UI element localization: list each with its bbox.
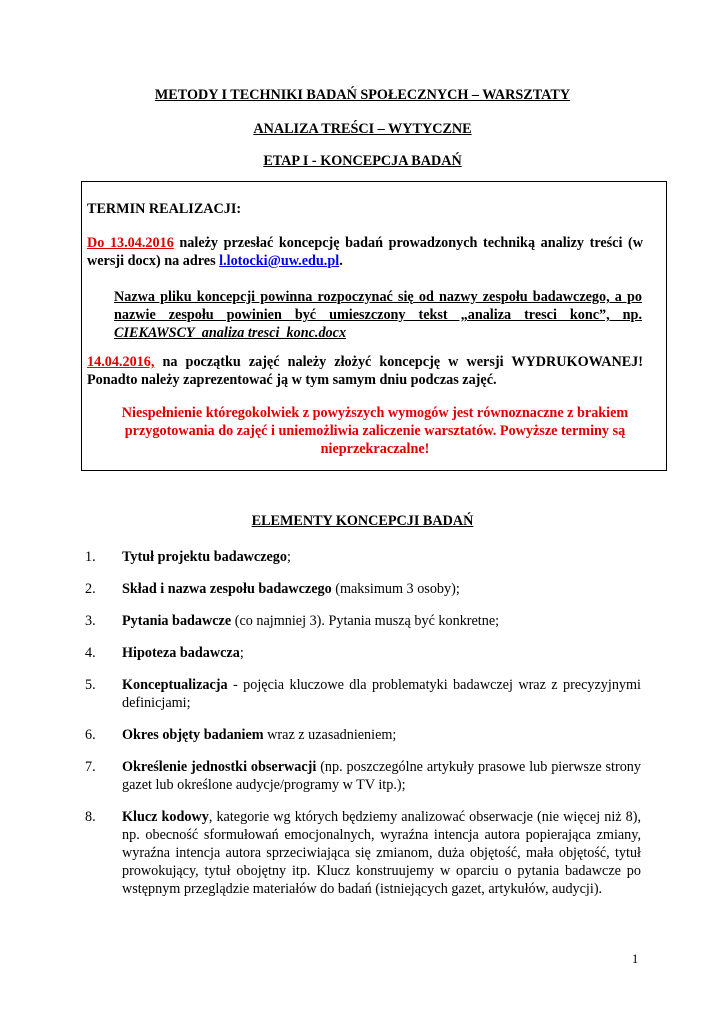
item-number: 6. [85,727,96,743]
deadline-heading: TERMIN REALIZACJI: [87,201,242,217]
item-text: , kategorie wg których będziemy analizować obserwacje (nie więcej niż 8), np. obecność sformułowań emocjonalnych, wyraźna intencja autora popierająca zmiany, wyraźna intencja autora sprzeciwiająca się zmianom, duża objętość, mała objętość, tytuł prowokujący, tytuł obojętny itp. Klucz konstruujemy w oparciu o pytania badawcze po wstępnym przeglądzie materiałów do badań (istniejących gazet, artykułów, audycji). [122,809,641,897]
item-text: (np. poszczególne artykuły prasowe lub pierwsze strony gazet lub określone audycje/programy w TV itp.); [122,759,641,793]
email-link[interactable]: l.lotocki@uw.edu.pl [219,253,340,269]
document-subtitle: ANALIZA TREŚCI – WYTYCZNE [253,121,472,137]
item-text: ; [287,549,291,565]
filename-example: CIEKAWSCY_analiza tresci_konc.docx [114,325,347,341]
item-number: 8. [85,809,96,825]
item-text: - pojęcia kluczowe dla problematyki badawczej wraz z precyzyjnymi definicjami; [122,677,641,711]
item-title: Okres objęty badaniem [122,727,264,743]
printed-date: 14.04.2016, [87,354,155,370]
item-number: 3. [85,613,96,629]
item-number: 5. [85,677,96,693]
list-item [85,548,641,566]
document-title: METODY I TECHNIKI BADAŃ SPOŁECZNYCH – WARSZTATY [154,87,571,103]
item-title: Klucz kodowy [122,809,209,825]
elements-list [85,548,641,912]
list-item [85,676,641,712]
item-text: (co najmniej 3). Pytania muszą być konkretne; [231,613,500,629]
item-title: Konceptualizacja [122,677,228,693]
item-number: 4. [85,645,96,661]
list-item [85,726,641,744]
item-title: Hipoteza badawcza [122,645,240,661]
submission-paragraph [87,234,643,270]
printed-text: na początku zajęć należy złożyć koncepcję w wersji WYDRUKOWANEJ! Ponadto należy zaprezentować ją w tym samym dniu podczas zajęć. [87,354,643,388]
list-item [85,758,641,794]
list-item [85,580,641,598]
elements-heading: ELEMENTY KONCEPCJI BADAŃ [251,513,474,529]
warning-text: Niespełnienie któregokolwiek z powyższych wymogów jest równoznaczne z brakiem przygotowania do zajęć i uniemożliwia zaliczenie warsztatów. Powyższe terminy są nieprzekraczalne! [121,405,629,457]
item-text: wraz z uzasadnieniem; [263,727,397,743]
item-title: Określenie jednostki obserwacji [122,759,317,775]
list-item [85,808,641,898]
list-item [85,612,641,630]
item-number: 2. [85,581,96,597]
page-number: 1 [632,952,639,966]
item-title: Skład i nazwa zespołu badawczego [122,581,332,597]
list-item [85,644,641,662]
item-title: Tytuł projektu badawczego [122,549,287,565]
item-text: (maksimum 3 osoby); [331,581,460,597]
printed-paragraph [87,353,643,389]
item-number: 7. [85,759,96,775]
submission-end: . [339,253,343,269]
item-number: 1. [85,549,96,565]
filename-paragraph [114,288,642,342]
item-title: Pytania badawcze [122,613,232,629]
item-text: ; [239,645,244,661]
deadline-box [81,181,667,471]
filename-text: Nazwa pliku koncepcji powinna rozpoczynać się od nazwy zespołu badawczego, a po nazwie zespołu powinien być umieszczony tekst „analiza tresci konc”, np. [114,289,642,323]
submission-date: Do 13.04.2016 [87,235,174,251]
stage-heading: ETAP I - KONCEPCJA BADAŃ [263,153,462,169]
submission-text: należy przesłać koncepcję badań prowadzonych techniką analizy treści (w wersji docx) na adres [87,235,643,269]
